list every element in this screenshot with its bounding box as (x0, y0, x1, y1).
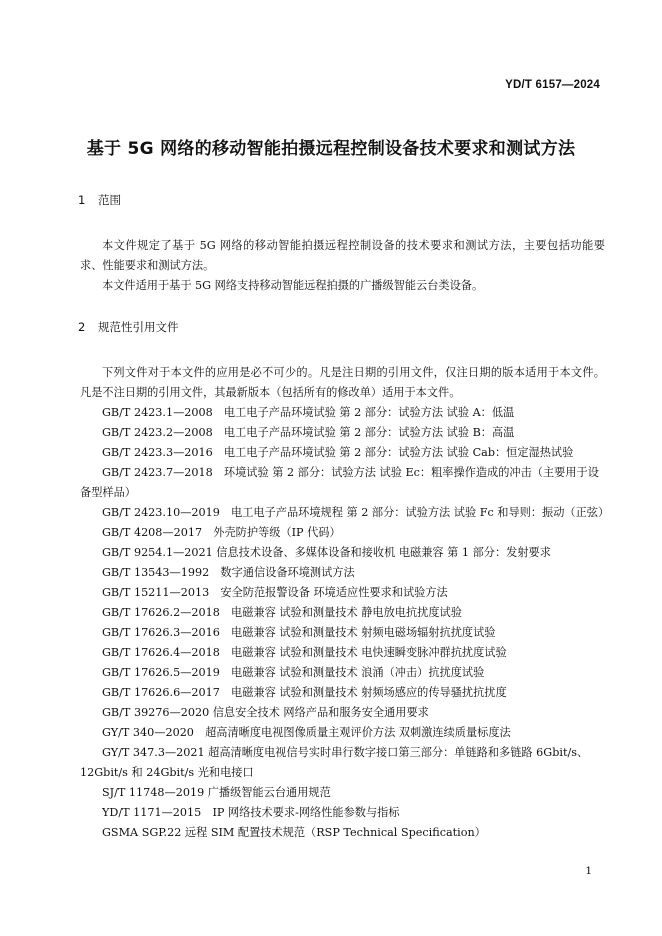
reference-item: GB/T 4208—2017 外壳防护等级（IP 代码） (102, 526, 341, 539)
reference-item: GY/T 340—2020 超高清晰度电视图像质量主观评价方法 双刺激连续质量标度法 (102, 726, 511, 739)
section-2-title: 规范性引用文件 (98, 320, 179, 334)
reference-item: GB/T 17626.3—2016 电磁兼容 试验和测量技术 射频电磁场辐射抗扰度试验 (102, 626, 496, 639)
reference-item: GB/T 13543—1992 数字通信设备环境测试方法 (102, 566, 355, 579)
reference-item: GB/T 2423.10—2019 电工电子产品环境规程 第 2 部分：试验方法 试验 Fc 和导则：振动（正弦） (102, 506, 610, 519)
reference-item: GY/T 347.3—2021 超高清晰度电视信号实时串行数字接口第三部分：单链路和多链路 6Gbit/s、12Gbit/s 和 24Gbit/s 光和电接口 (80, 746, 589, 779)
reference-item: GB/T 2423.7—2018 环境试验 第 2 部分：试验方法 试验 Ec：粗率操作造成的冲击（主要用于设备型样品） (80, 466, 599, 499)
reference-item: GB/T 2423.3—2016 电工电子产品环境试验 第 2 部分：试验方法 试验 Cab：恒定湿热试验 (102, 446, 574, 459)
section-1-number: 1 (78, 193, 86, 207)
reference-item: GB/T 17626.4—2018 电磁兼容 试验和测量技术 电快速瞬变脉冲群抗扰度试验 (102, 646, 507, 659)
section-2-number: 2 (78, 320, 86, 334)
reference-item: GB/T 2423.1—2008 电工电子产品环境试验 第 2 部分：试验方法 试验 A：低温 (102, 406, 515, 419)
section-1-paragraph: 本文件规定了基于 5G 网络的移动智能拍摄远程控制设备的技术要求和测试方法，主要包括功能要求、性能要求和测试方法。 (80, 239, 605, 272)
standard-code: YD/T 6157—2024 (505, 79, 600, 91)
page-number: 1 (585, 865, 592, 877)
section-1-paragraph: 本文件适用于基于 5G 网络支持移动智能远程拍摄的广播级智能云台类设备。 (102, 279, 484, 292)
document-title: 基于 5G 网络的移动智能拍摄远程控制设备技术要求和测试方法 (86, 139, 576, 159)
reference-item: YD/T 1171—2015 IP 网络技术要求-网络性能参数与指标 (102, 806, 400, 819)
reference-item: GB/T 17626.2—2018 电磁兼容 试验和测量技术 静电放电抗扰度试验 (102, 606, 462, 619)
reference-item: GB/T 9254.1—2021 信息技术设备、多媒体设备和接收机 电磁兼容 第 1 部分：发射要求 (102, 546, 551, 559)
section-2-heading (78, 319, 179, 335)
section-2-intro: 下列文件对于本文件的应用是必不可少的。凡是注日期的引用文件，仅注日期的版本适用于本文件。凡是不注日期的引用文件，其最新版本（包括所有的修改单）适用于本文件。 (80, 366, 605, 399)
section-1-heading (78, 192, 121, 208)
reference-item: GB/T 39276—2020 信息安全技术 网络产品和服务安全通用要求 (102, 706, 429, 719)
reference-item: GB/T 15211—2013 安全防范报警设备 环境适应性要求和试验方法 (102, 586, 448, 599)
reference-item: SJ/T 11748—2019 广播级智能云台通用规范 (102, 786, 331, 799)
section-1-title: 范围 (98, 193, 121, 207)
reference-item: GB/T 17626.6—2017 电磁兼容 试验和测量技术 射频场感应的传导骚扰抗扰度 (102, 686, 507, 699)
reference-item: GB/T 17626.5—2019 电磁兼容 试验和测量技术 浪涌（冲击）抗扰度试验 (102, 666, 485, 679)
reference-item: GB/T 2423.2—2008 电工电子产品环境试验 第 2 部分：试验方法 试验 B：高温 (102, 426, 515, 439)
reference-item: GSMA SGP.22 远程 SIM 配置技术规范（RSP Technical Specification） (102, 826, 486, 839)
